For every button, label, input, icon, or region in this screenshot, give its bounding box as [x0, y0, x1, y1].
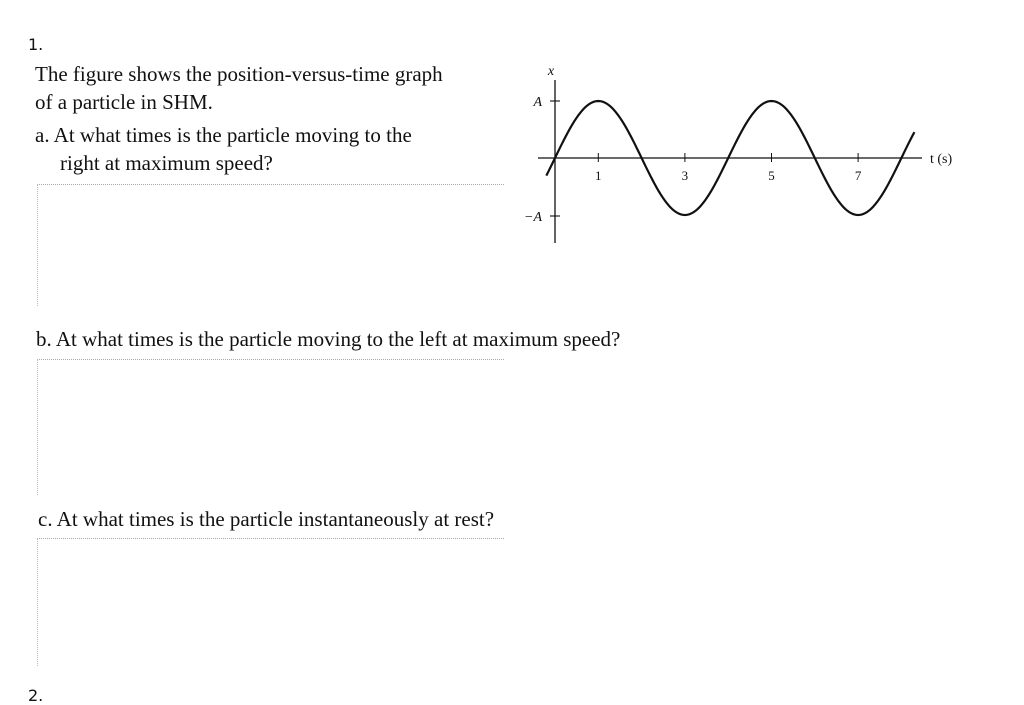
part-a-line-2: right at maximum speed?: [60, 151, 273, 175]
x-tick-label-7: 7: [854, 168, 862, 183]
part-b-question: b. At what times is the particle moving to the left at maximum speed?: [36, 327, 621, 351]
answer-box-a[interactable]: [37, 184, 504, 306]
y-tick-label-a: A: [533, 95, 542, 110]
x-tick-label-1: 1: [595, 168, 602, 183]
next-question-number: 2.: [28, 686, 44, 705]
intro-line-2: of a particle in SHM.: [35, 90, 213, 114]
part-a-line-1: a. At what times is the particle moving to the: [35, 123, 412, 147]
x-tick-label-3: 3: [681, 168, 689, 183]
intro-line-1: The figure shows the position-versus-time graph: [35, 62, 443, 86]
answer-box-c[interactable]: [37, 538, 504, 666]
y-axis-label: x: [547, 64, 555, 79]
question-number: 1.: [28, 35, 44, 54]
shm-position-time-graph: [510, 55, 970, 305]
part-c-question: c. At what times is the particle instantaneously at rest?: [38, 507, 495, 531]
x-tick-label-5: 5: [768, 168, 775, 183]
chart-axes: [538, 80, 922, 243]
x-axis-label: t (s): [930, 152, 953, 167]
answer-box-b[interactable]: [37, 359, 504, 495]
y-tick-label-minus-a: −A: [524, 210, 542, 225]
